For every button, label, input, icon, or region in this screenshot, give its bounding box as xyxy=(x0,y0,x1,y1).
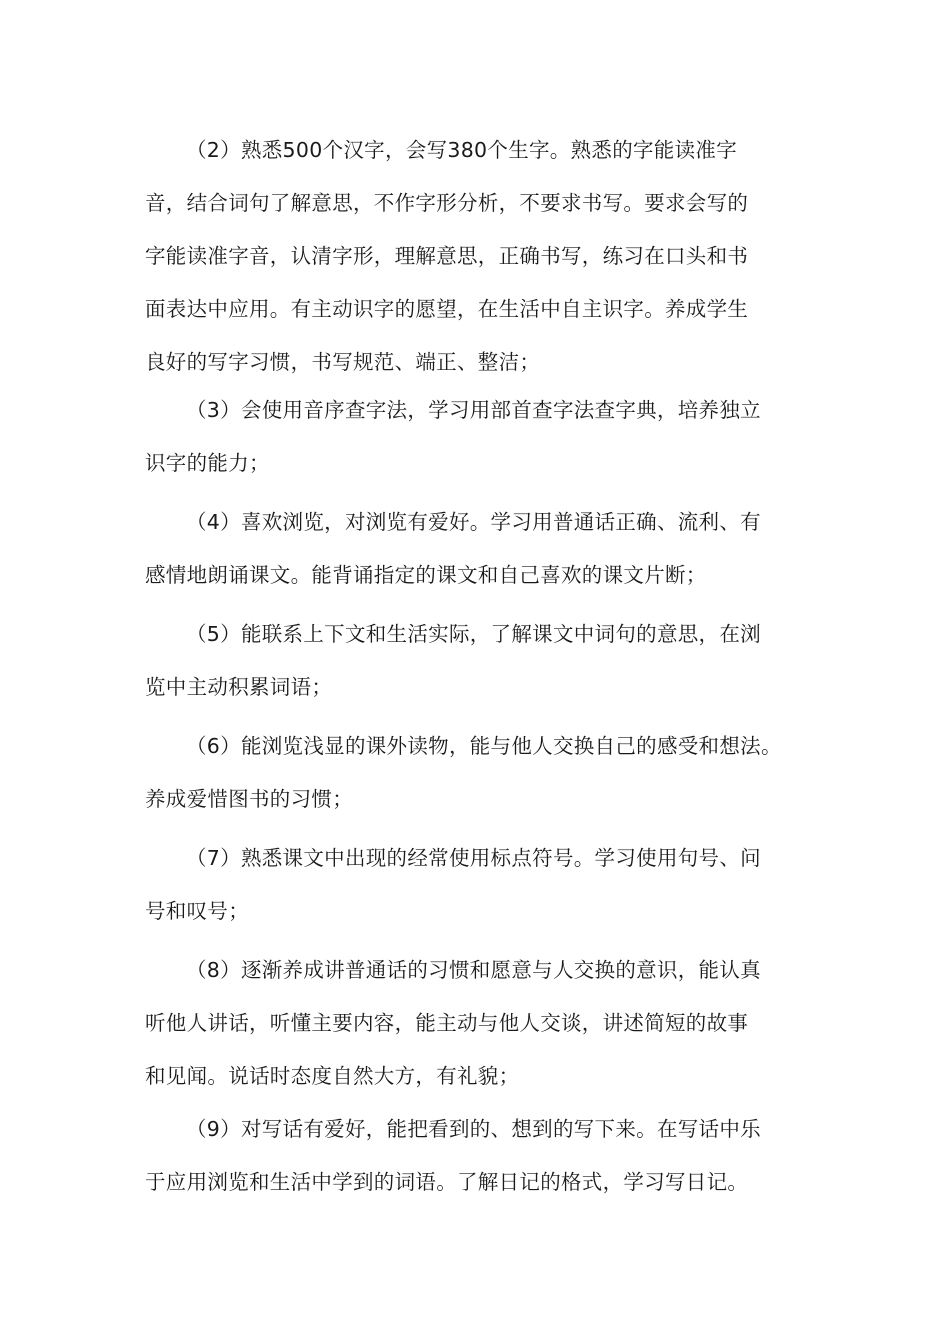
paragraph-line: 良好的写字习惯，书写规范、端正、整洁； xyxy=(145,350,541,374)
paragraph-line: （9）对写话有爱好，能把看到的、想到的写下来。在写话中乐 xyxy=(186,1117,761,1141)
paragraph-item-9 xyxy=(145,1103,810,1209)
paragraph-line: 于应用浏览和生活中学到的词语。了解日记的格式，学习写日记。 xyxy=(145,1170,749,1194)
paragraph-line: 和见闻。说话时态度自然大方，有礼貌； xyxy=(145,1064,520,1088)
paragraph-line: 号和叹号； xyxy=(145,899,249,923)
paragraph-item-2 xyxy=(145,124,810,389)
paragraph-line: （7）熟悉课文中出现的经常使用标点符号。学习使用句号、问 xyxy=(186,846,761,870)
paragraph-line: （8）逐渐养成讲普通话的习惯和愿意与人交换的意识，能认真 xyxy=(186,958,761,982)
paragraph-line: 面表达中应用。有主动识字的愿望，在生活中自主识字。养成学生 xyxy=(145,297,749,321)
paragraph-item-3 xyxy=(145,384,810,490)
paragraph-line: （6）能浏览浅显的课外读物，能与他人交换自己的感受和想法。 xyxy=(186,734,782,758)
paragraph-line: 感情地朗诵课文。能背诵指定的课文和自己喜欢的课文片断； xyxy=(145,563,707,587)
paragraph-item-8 xyxy=(145,944,810,1103)
paragraph-item-7 xyxy=(145,832,810,938)
paragraph-line: （5）能联系上下文和生活实际，了解课文中词句的意思，在浏 xyxy=(186,622,761,646)
paragraph-line: 养成爱惜图书的习惯； xyxy=(145,787,353,811)
paragraph-line: 览中主动积累词语； xyxy=(145,675,333,699)
paragraph-item-4 xyxy=(145,496,810,602)
paragraph-line: 音，结合词句了解意思，不作字形分析，不要求书写。要求会写的 xyxy=(145,191,749,215)
paragraph-line: 听他人讲话，听懂主要内容，能主动与他人交谈，讲述简短的故事 xyxy=(145,1011,749,1035)
paragraph-item-5 xyxy=(145,608,810,714)
paragraph-item-6 xyxy=(145,720,810,826)
paragraph-line: （4）喜欢浏览，对浏览有爱好。学习用普通话正确、流利、有 xyxy=(186,510,761,534)
paragraph-line: 字能读准字音，认清字形，理解意思，正确书写，练习在口头和书 xyxy=(145,244,749,268)
paragraph-line: 识字的能力； xyxy=(145,451,270,475)
paragraph-line: （3）会使用音序查字法，学习用部首查字法查字典，培养独立 xyxy=(186,398,761,422)
paragraph-line: （2）熟悉500个汉字，会写380个生字。熟悉的字能读准字 xyxy=(186,138,737,162)
